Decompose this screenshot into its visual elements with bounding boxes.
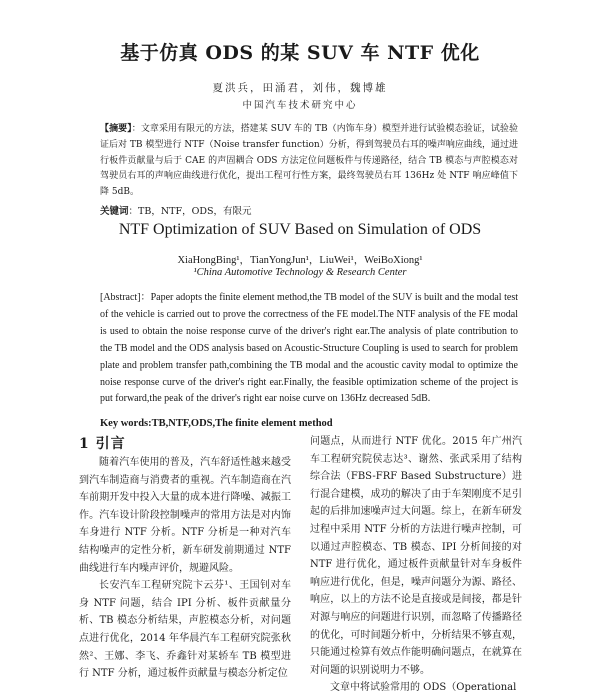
body-paragraph: 问题点，从而进行 NTF 优化。2015 年广州汽车工程研究院侯志达³、谢然、张武采用了结构综合法（FBS-FRF Based Substructure）进行混合建模，成功的解决了由于车架刚度不足引起的后排加速噪声过大问题。综上，在新车研发过程中采用 NTF 分析的方法进行噪声控制，可以通过声腔模态、TB 模态、IPI 分析间接的对 NTF 进行优化，通过板件贡献量针对车身板件响应进行优化，但是，噪声问题分为源、路径、响应，以上的方法不论是直接或是间接，都是针对源与响应的问题进行识别，而忽略了传播路径的优化，可时间题分析中，分析结果不够直观，只能通过检算有效点作能明确问题点，在就算在对问题的识别说明力不够。: [310, 436, 522, 676]
keywords-en: Key words:TB,NTF,ODS,The finite element method: [100, 418, 333, 429]
abstract-cn-label: 【摘要】: [100, 124, 132, 134]
affiliation-en: ¹China Automotive Technology & Research Center: [193, 267, 407, 278]
paper-title-en: NTF Optimization of SUV Based on Simulation of ODS: [118, 221, 482, 238]
body-paragraph: 随着汽车使用的普及，汽车舒适性越来越受到汽车制造商与消费者的重视。汽车制造商在汽车前期开发中投入大量的成本进行降噪、减振工作。汽车设计阶段控制噪声的常用方法是对内饰车身进行 NTF 分析。NTF 分析是一种对汽车结构噪声的定性分析，新车研发前期通过 NTF 曲线进行车内噪声评价，规避风险。: [79, 457, 291, 574]
authors-cn: 夏洪兵，田涌君，刘伟，魏博雄: [212, 82, 388, 94]
abstract-en: [Abstract]：Paper adopts the finite element method,the TB model of the SUV is built and the modal test of the vehicle is carried out to prove the correctness of the FE model.The NTF analysis of the FE modal is used to obtain the noise response curve of the driver's right ear.The analysis of plate contribution to the TB model and the ODS analysis based on Acoustic-Structure Coupling is used to search for problem plate and problem transfer path,combining the TB modal and the acoustic cavity modal to optimize the noise response curve of the driver's right ear.Finally, the feasible optimization scheme of the project is put forward,the peak of the driver's right ear noise curve on 136Hz decreased 5dB.: [100, 292, 518, 405]
body-column-left: [79, 454, 291, 683]
keywords-cn: [100, 203, 252, 217]
body-paragraph: 长安汽车工程研究院卞云芬¹、王国钊对车身 NTF 问题，结合 IPI 分析、板件贡献量分析、TB 模态分析结果，声腔模态分析，对问题点进行优化，2014 年华晨汽车工程研究院张秋然²、王娜、李飞、乔鑫针对某轿车 TB 模型进行 NTF 分析，通过板件贡献量与模态分析定位: [79, 580, 291, 680]
authors-en: XiaHongBing¹，TianYongJun¹，LiuWei¹，WeiBoXiong¹: [177, 255, 423, 266]
paper-title: 基于仿真 ODS 的某 SUV 车 NTF 优化: [120, 42, 480, 64]
abstract-cn-text: ：文章采用有限元的方法，搭建某 SUV 车的 TB（内饰车身）模型并进行试验模态验证，试验验证后对 TB 模型进行 NTF（Noise transfer function）分析，得到驾驶员右耳的噪声响应曲线，通过进行板件贡献量与后于 CAE 的声固耦合 ODS 方法定位问题板件与传递路径，结合 TB 模态与声腔模态对驾驶员右耳的声响应曲线进行优化，提出工程可行性方案，最终驾驶员右耳 136Hz 处 NTF 响应峰值下降 5dB。: [100, 124, 518, 198]
section-heading-introduction: 1 引言: [79, 436, 126, 452]
keywords-cn-text: ：TB，NTF，ODS，有限元: [128, 206, 252, 217]
keywords-cn-label: 关键词: [100, 206, 129, 217]
affiliation-cn: 中国汽车技术研究中心: [242, 100, 358, 111]
body-column-right: [310, 433, 522, 697]
abstract-cn: [100, 122, 518, 201]
body-paragraph: 文章中将试验常用的 ODS（Operational: [330, 682, 517, 694]
